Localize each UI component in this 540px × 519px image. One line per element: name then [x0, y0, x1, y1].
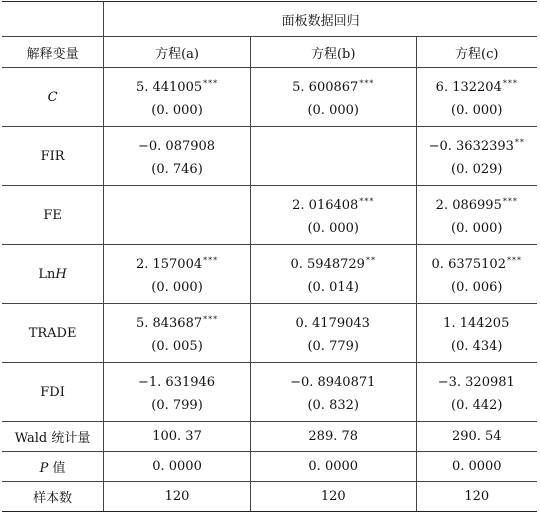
coef-cell [250, 363, 416, 422]
p-value: (0. 000) [151, 103, 203, 118]
coef-cell [416, 304, 537, 363]
coef-cell [250, 304, 416, 363]
header-blank-cell [2, 2, 104, 37]
coef-cell [104, 245, 251, 304]
model-c-header: 方程(c) [416, 37, 537, 68]
coef-value: 0. 4179043 [295, 316, 370, 331]
p-value: (0. 434) [451, 339, 503, 354]
coef-value: −0. 087908 [138, 139, 216, 154]
panel-title: 面板数据回归 [104, 2, 537, 37]
significance-stars: *** [359, 79, 375, 88]
coef-cell [416, 186, 537, 245]
significance-stars: *** [203, 79, 219, 88]
coef-cell [104, 127, 251, 186]
coef-cell [416, 127, 537, 186]
p-value: (0. 000) [151, 280, 203, 295]
significance-stars: *** [203, 315, 219, 324]
p-value: (0. 000) [451, 221, 503, 236]
table-row [2, 304, 537, 363]
significance-stars: *** [506, 256, 522, 265]
regression-table [2, 1, 537, 512]
stat-name: Wald 统计量 [2, 422, 104, 452]
coef-cell [250, 186, 416, 245]
coef-value: 0. 5948729 [290, 257, 365, 272]
table-row [2, 127, 537, 186]
stat-value: 100. 37 [104, 422, 251, 452]
coef-value: 0. 6375102 [431, 257, 506, 272]
stat-value: 290. 54 [416, 422, 537, 452]
stat-row-n [2, 482, 537, 512]
p-value: (0. 006) [451, 280, 503, 295]
var-name-prefix: Ln [38, 266, 56, 282]
var-name: FE [2, 186, 104, 245]
table-row [2, 363, 537, 422]
coef-value: −3. 320981 [437, 375, 515, 390]
header-row-panel [2, 2, 537, 37]
stat-value: 289. 78 [250, 422, 416, 452]
table-row [2, 245, 537, 304]
significance-stars: *** [502, 197, 518, 206]
model-b-header: 方程(b) [250, 37, 416, 68]
coef-value: 1. 144205 [443, 316, 510, 331]
var-name: FIR [2, 127, 104, 186]
coef-cell [416, 68, 537, 127]
significance-stars: ** [365, 256, 376, 265]
table-row [2, 186, 537, 245]
stat-name: 样本数 [2, 482, 104, 512]
p-value: (0. 779) [307, 339, 359, 354]
stat-row-p [2, 452, 537, 482]
var-name: TRADE [2, 304, 104, 363]
stat-value: 120 [416, 482, 537, 512]
coef-value: −1. 631946 [138, 375, 216, 390]
p-value: (0. 000) [307, 103, 359, 118]
p-value: (0. 000) [307, 221, 359, 236]
coef-value: 6. 132204 [435, 80, 502, 95]
coef-value: 5. 441005 [135, 80, 203, 95]
model-a-header: 方程(a) [104, 37, 251, 68]
var-col-header: 解释变量 [2, 37, 104, 68]
significance-stars: *** [203, 256, 219, 265]
coef-cell [104, 304, 251, 363]
coef-cell [104, 68, 251, 127]
var-name [2, 68, 104, 127]
stat-value: 120 [104, 482, 251, 512]
coef-cell [250, 245, 416, 304]
stat-value: 120 [250, 482, 416, 512]
p-value: (0. 746) [151, 162, 203, 177]
coef-cell-empty [250, 127, 416, 186]
stat-value: 0. 0000 [416, 452, 537, 482]
table-row [2, 68, 537, 127]
var-name: FDI [2, 363, 104, 422]
stat-row-wald [2, 422, 537, 452]
stat-name-italic: P [39, 461, 49, 476]
coef-value: −0. 8940871 [290, 375, 376, 390]
significance-stars: *** [359, 197, 375, 206]
coef-value: 2. 157004 [135, 257, 203, 272]
stat-name-suffix: 值 [48, 461, 66, 476]
var-name [2, 245, 104, 304]
coef-value: 2. 086995 [435, 198, 502, 213]
header-row-models [2, 37, 537, 68]
stat-name [2, 452, 104, 482]
coef-cell [250, 68, 416, 127]
significance-stars: ** [514, 138, 525, 147]
coef-value: 5. 843687 [135, 316, 203, 331]
var-name-italic: H [55, 266, 67, 282]
stat-value: 0. 0000 [104, 452, 251, 482]
coef-cell [104, 363, 251, 422]
significance-stars: *** [502, 79, 518, 88]
stat-value: 0. 0000 [250, 452, 416, 482]
coef-value: −0. 3632393 [428, 139, 514, 154]
coef-cell [416, 245, 537, 304]
p-value: (0. 005) [151, 339, 203, 354]
p-value: (0. 799) [151, 398, 203, 413]
coef-value: 5. 600867 [292, 80, 359, 95]
coef-cell-empty [104, 186, 251, 245]
coef-value: 2. 016408 [292, 198, 359, 213]
p-value: (0. 029) [451, 162, 503, 177]
coef-cell [416, 363, 537, 422]
p-value: (0. 442) [451, 398, 503, 413]
p-value: (0. 014) [307, 280, 359, 295]
var-name-text: C [47, 89, 58, 105]
p-value: (0. 832) [307, 398, 359, 413]
regression-table-container [2, 1, 537, 512]
p-value: (0. 000) [451, 103, 503, 118]
